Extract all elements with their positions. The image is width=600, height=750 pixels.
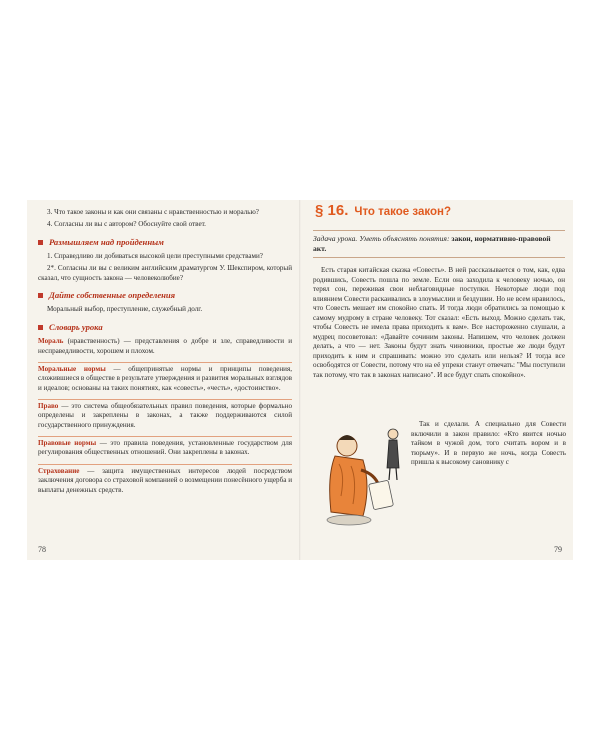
paragraph-heading <box>315 202 451 219</box>
section-title: Размышляем над пройденным <box>49 236 164 247</box>
dictionary-term: Мораль <box>38 337 64 346</box>
dictionary-entry <box>38 467 292 495</box>
square-bullet-icon <box>38 240 43 245</box>
square-bullet-icon <box>38 325 43 330</box>
dictionary-entry <box>38 337 292 356</box>
question-3: 3. Что такое законы и как они связаны с нравственностью и моралью? <box>47 208 259 216</box>
dictionary-term: Страхование <box>38 466 80 475</box>
question-4: 4. Согласны ли вы с автором? Обоснуйте свой ответ. <box>47 220 206 229</box>
lesson-task <box>313 230 565 258</box>
dictionary-definition: — это система общеобязательных правил поведения, которые формально определены и закреплены в законах, а также поддерживаются силой государственного принуждения. <box>38 401 292 429</box>
task-text: Уметь объяснять понятия: <box>359 234 450 243</box>
book-spread <box>27 200 573 560</box>
section-title: Словарь урока <box>49 321 103 332</box>
section-title: Дайте собственные определения <box>49 290 176 301</box>
page-number-left: 78 <box>38 545 46 554</box>
task-terms: закон, нормативно-правовой акт. <box>313 234 551 253</box>
task-label: Задача урока. <box>313 234 358 243</box>
illustration-image <box>305 416 407 534</box>
dictionary-entry-box <box>38 362 292 393</box>
section-heading-dictionary <box>38 322 292 333</box>
dictionary-term: Правовые нормы <box>38 439 97 448</box>
section-heading-definitions <box>38 290 292 301</box>
review-question-1: 1. Справедливо ли добиваться высокой цели преступными средствами? <box>47 252 263 261</box>
story-text: Есть старая китайская сказка «Совесть». В ней рассказывается о том, как, едва родившись, Совесть пошла по земле. Если она заходила к человеку ночью, он терял сон, переживая свои неблаговидные поступки. Некоторые люди под влиянием Совести раскаивались в злоумыслии и бездушии. Но не всем нравилось, что Совесть мешает им спокойно спать. И тогда люди обратились за помощью к самому мудрому в стране человеку. Тот сказал: «Есть выход. Можно сделать так, чтобы Совесть не имела права приходить к вам». Все настороженно слушали, а мудрец посоветовал: «Давайте сочиним законы. Напишем, что человек должен делать, а что — нет. Законы будут знать чиновники, простые же люди будут приходить к ним и спрашивать: можно это сделать или нельзя? И тогда все освободятся от Совести, потому что на её упреки станут отвечать: "Мы поступили так потому, что так в законах написано". И все будут спать спокойно». <box>313 266 565 379</box>
dictionary-term: Моральные нормы <box>38 364 106 373</box>
paragraph-title: Что такое закон? <box>354 206 451 218</box>
review-question-2: 2*. Согласны ли вы с великим английским драматургом У. Шекспиром, который сказал, что сущность закона — человеколюбие? <box>38 264 292 282</box>
dictionary-definition: — общепринятые нормы и принципы поведения, сложившиеся в обществе в результате утверждения и развития моральных взглядов и идеалов; основаны на таких понятиях, как «совесть», «честь», «достоинство». <box>38 364 292 392</box>
left-page <box>27 200 299 560</box>
dictionary-entry <box>38 365 292 393</box>
dictionary-definition: (нравственность) — представления о добре и зле, справедливости и несправедливости, хорошем и плохом. <box>38 337 292 355</box>
story-paragraph: Так и сделали. А специально для Совести включили в закон правило: «Кто явится ночью тайком в чужой дом, того считать вором и в тюрьму». И в первую же ночь, когда Совесть пришла к высокому сановнику с <box>411 420 566 466</box>
definitions-text: Моральный выбор, преступление, служебный долг. <box>47 305 203 314</box>
dictionary-entry <box>38 402 292 430</box>
square-bullet-icon <box>38 293 43 298</box>
page-number-right: 79 <box>554 545 562 554</box>
right-page <box>301 200 573 560</box>
left-column <box>38 208 292 497</box>
section-heading-review <box>38 237 292 248</box>
dictionary-definition: — защита имущественных интересов людей посредством заключения договора со страховой компанией о возмещении понесённого ущерба и выплаты денежных средств. <box>38 466 292 494</box>
dictionary <box>38 337 292 495</box>
paragraph-number: § 16. <box>315 202 349 219</box>
dictionary-definition: — это правила поведения, установленные государством для регулирования общественных отношений. Они закреплены в законах. <box>38 439 292 457</box>
dictionary-term: Право <box>38 401 59 410</box>
dictionary-entry <box>38 439 292 458</box>
dictionary-entry-box <box>38 464 292 495</box>
dictionary-entry-box <box>38 399 292 430</box>
dictionary-entry-box <box>38 436 292 458</box>
story-continuation <box>411 420 566 468</box>
